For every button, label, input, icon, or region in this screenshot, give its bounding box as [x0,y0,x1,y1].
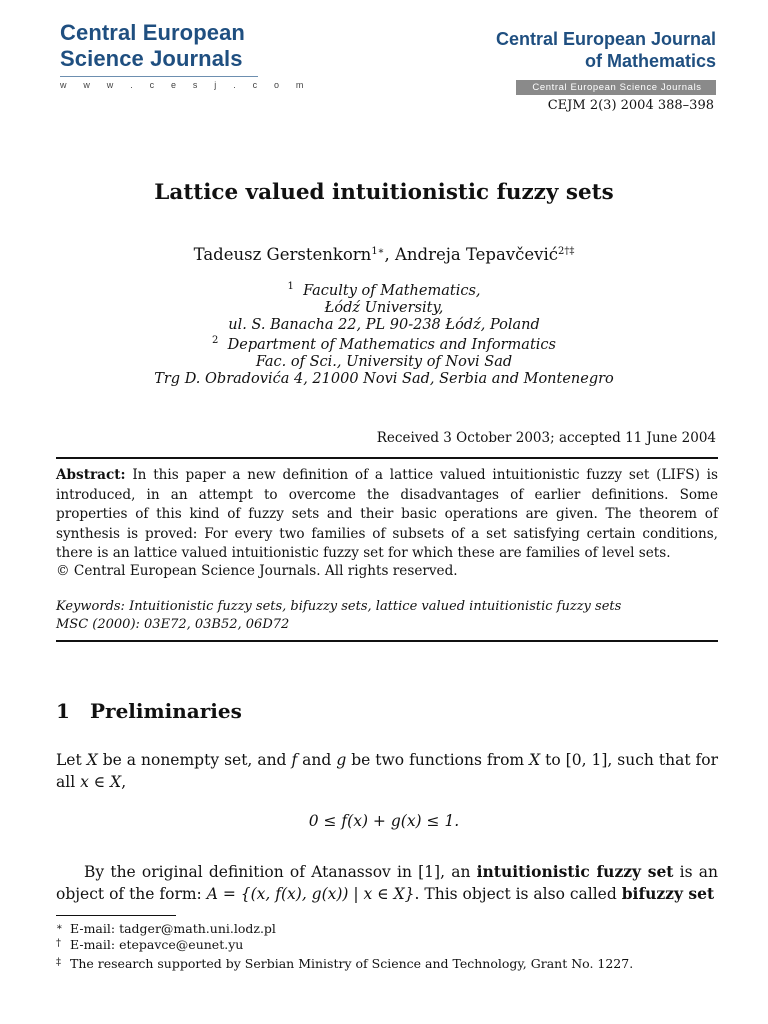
term-bifuzzy-set: bifuzzy set [621,884,715,903]
logo-url: w w w . c e s j . c o m [60,80,311,90]
received-date: Received 3 October 2003; accepted 11 June 2004 [376,430,716,446]
footnote-3 [56,955,633,972]
paper-title: Lattice valued intuitionistic fuzzy sets [154,180,614,205]
footnote-mark: † [56,938,61,949]
author-list [0,245,768,264]
paragraph-1: Let X be a nonempty set, and f and g be two functions from X to [0, 1], such that for all x ∈ X, [56,751,719,791]
abstract-bottom-rule [56,640,718,642]
citation: CEJM 2(3) 2004 388–398 [547,98,714,113]
logo-line-2: Science Journals [60,46,243,71]
msc-classification: MSC (2000): 03E72, 03B52, 06D72 [56,617,290,632]
affiliation-mark: 1 [287,281,294,292]
abstract-text: In this paper a new definition of a lattice valued intuitionistic fuzzy set (LIFS) is introduced, in an attempt to overcome the disadvantages of earlier definitions. Some properties of this kind of fuzzy sets and their basic operations are given. The theorem of synthesis is proved: For every two families of subsets of a set satisfying certain conditions, there is an lattice valued intuitionistic fuzzy set for which these are families of level sets. [56,467,718,562]
affiliation-mark: 2 [212,335,219,346]
affiliation-2 [0,337,768,388]
section-number: 1 [56,699,70,723]
publisher-logo [60,20,311,90]
display-formula: 0 ≤ f(x) + g(x) ≤ 1. [308,812,460,830]
copyright-notice: © Central European Science Journals. All rights reserved. [56,563,458,579]
paragraph-2: By the original definition of Atanassov in [1], an intuitionistic fuzzy set is an object of the form: A = {(x, f(x), g(x)) | x ∈ X}. This object is also called bifuzzy set [56,862,719,903]
logo-rule [60,76,258,77]
abstract-top-rule [56,457,718,459]
journal-line-2: of Mathematics [584,51,716,71]
inline-formula: A = {(x, f(x), g(x)) | x ∈ X} [206,885,415,903]
affiliation-line: $^1$ Faculty of Mathematics, [287,281,481,299]
keywords: Keywords: Intuitionistic fuzzy sets, bifuzzy sets, lattice valued intuitionistic fuzzy sets [56,599,622,614]
keywords-block [56,598,621,634]
author-2: Andreja Tepavčević [394,245,558,264]
footnote-text: E-mail: tadger@math.uni.lodz.pl [70,921,276,936]
footnote-1 [56,920,276,937]
author-1: Tadeusz Gerstenkorn [193,245,372,264]
author-2-marks: 2†‡ [558,246,575,257]
section-heading [56,699,242,723]
publisher-bar: Central European Science Journals [516,80,716,95]
author-1-marks: 1∗ [371,246,385,257]
affiliation-line: Fac. of Sci., University of Novi Sad [255,354,513,370]
logo-line-1: Central European [60,20,245,45]
affiliation-line: Łódź University, [324,300,444,316]
footnote-text: The research supported by Serbian Ministry of Science and Technology, Grant No. 1227. [70,956,634,971]
footnote-text: E-mail: etepavce@eunet.yu [70,937,244,952]
author-separator: , [384,245,395,264]
footnote-mark: ‡ [56,957,61,968]
footnote-rule [56,915,176,916]
abstract-label: Abstract: [56,467,126,483]
journal-name [456,28,716,72]
affiliation-line: $^2$ Department of Mathematics and Informatics [212,335,556,353]
affiliation-1 [0,283,768,334]
term-intuitionistic-fuzzy-set: intuitionistic fuzzy set [476,862,674,881]
section-title: Preliminaries [90,699,242,723]
abstract [56,466,718,564]
affiliation-line: ul. S. Banacha 22, PL 90-238 Łódź, Poland [228,317,540,333]
journal-line-1: Central European Journal [495,29,716,49]
footnote-2 [56,936,243,953]
affiliation-line: Trg D. Obradovića 4, 21000 Novi Sad, Serbia and Montenegro [154,371,614,387]
footnote-mark: ∗ [56,922,63,933]
